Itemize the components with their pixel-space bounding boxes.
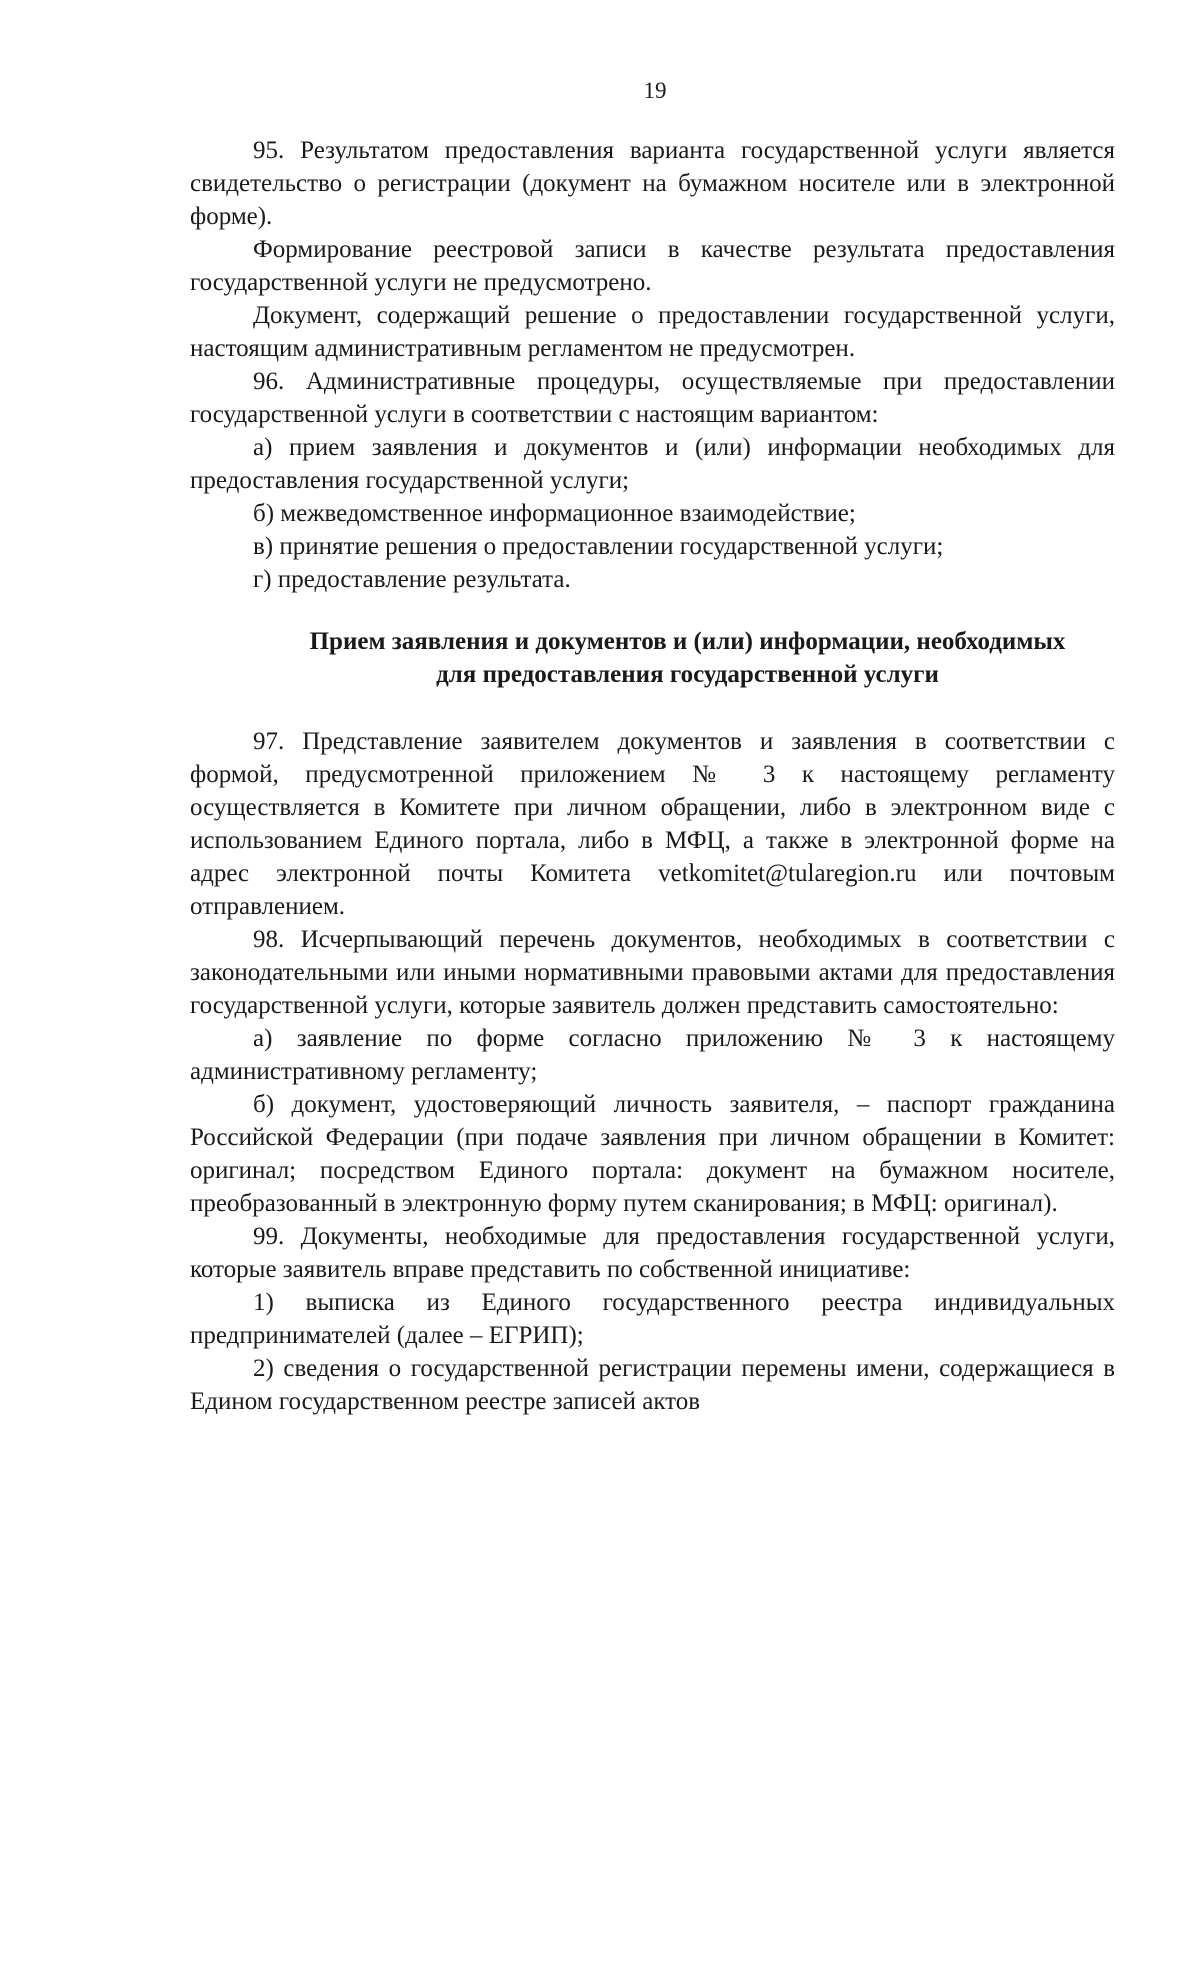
paragraph-95-registry: Формирование реестровой записи в качестве результата предоставления государственной услуги не предусмотрено. bbox=[190, 236, 1115, 296]
list-item-96a: а) прием заявления и документов и (или) информации необходимых для предоставления государственной услуги; bbox=[190, 434, 1115, 494]
list-item-98a: а) заявление по форме согласно приложению № 3 к настоящему административному регламенту; bbox=[190, 1025, 1115, 1085]
section-heading bbox=[190, 625, 1115, 691]
page-number: 19 bbox=[643, 78, 667, 103]
document-body bbox=[190, 134, 1115, 1418]
paragraph-95-decision: Документ, содержащий решение о предоставлении государственной услуги, настоящим административным регламентом не предусмотрен. bbox=[190, 302, 1115, 362]
paragraph-99: 99. Документы, необходимые для предоставления государственной услуги, которые заявитель вправе представить по собственной инициативе: bbox=[190, 1223, 1115, 1283]
paragraph-95: 95. Результатом предоставления варианта государственной услуги является свидетельство о регистрации (документ на бумажном носителе или в электронной форме). bbox=[190, 137, 1115, 230]
section-heading-line-1: Прием заявления и документов и (или) информации, необходимых bbox=[309, 628, 1066, 655]
list-item-96b: б) межведомственное информационное взаимодействие; bbox=[253, 500, 856, 527]
list-item-96d: г) предоставление результата. bbox=[253, 566, 571, 593]
list-item-96c: в) принятие решения о предоставлении государственной услуги; bbox=[253, 533, 944, 560]
section-heading-line-2: для предоставления государственной услуги bbox=[436, 661, 939, 688]
list-item-99-2: 2) сведения о государственной регистрации перемены имени, содержащиеся в Едином государственном реестре записей актов bbox=[190, 1355, 1115, 1415]
list-item-99-1: 1) выписка из Единого государственного реестра индивидуальных предпринимателей (далее – ЕГРИП); bbox=[190, 1289, 1115, 1349]
paragraph-96: 96. Административные процедуры, осуществляемые при предоставлении государственной услуги в соответствии с настоящим вариантом: bbox=[190, 368, 1115, 428]
paragraph-97: 97. Представление заявителем документов и заявления в соответствии с формой, предусмотренной приложением № 3 к настоящему регламенту осуществляется в Комитете при личном обращении, либо в электронном виде с использованием Единого портала, либо в МФЦ, а также в электронной форме на адрес электронной почты Комитета vetkomitet@tularegion.ru или почтовым отправлением. bbox=[190, 728, 1115, 920]
paragraph-98: 98. Исчерпывающий перечень документов, необходимых в соответствии с законодательными или иными нормативными правовыми актами для предоставления государственной услуги, которые заявитель должен представить самостоятельно: bbox=[190, 926, 1115, 1019]
list-item-98b: б) документ, удостоверяющий личность заявителя, – паспорт гражданина Российской Федерации (при подаче заявления при личном обращении в Комитет: оригинал; посредством Единого портала: документ на бумажном носителе, преобразованный в электронную форму путем сканирования; в МФЦ: оригинал). bbox=[190, 1091, 1115, 1217]
